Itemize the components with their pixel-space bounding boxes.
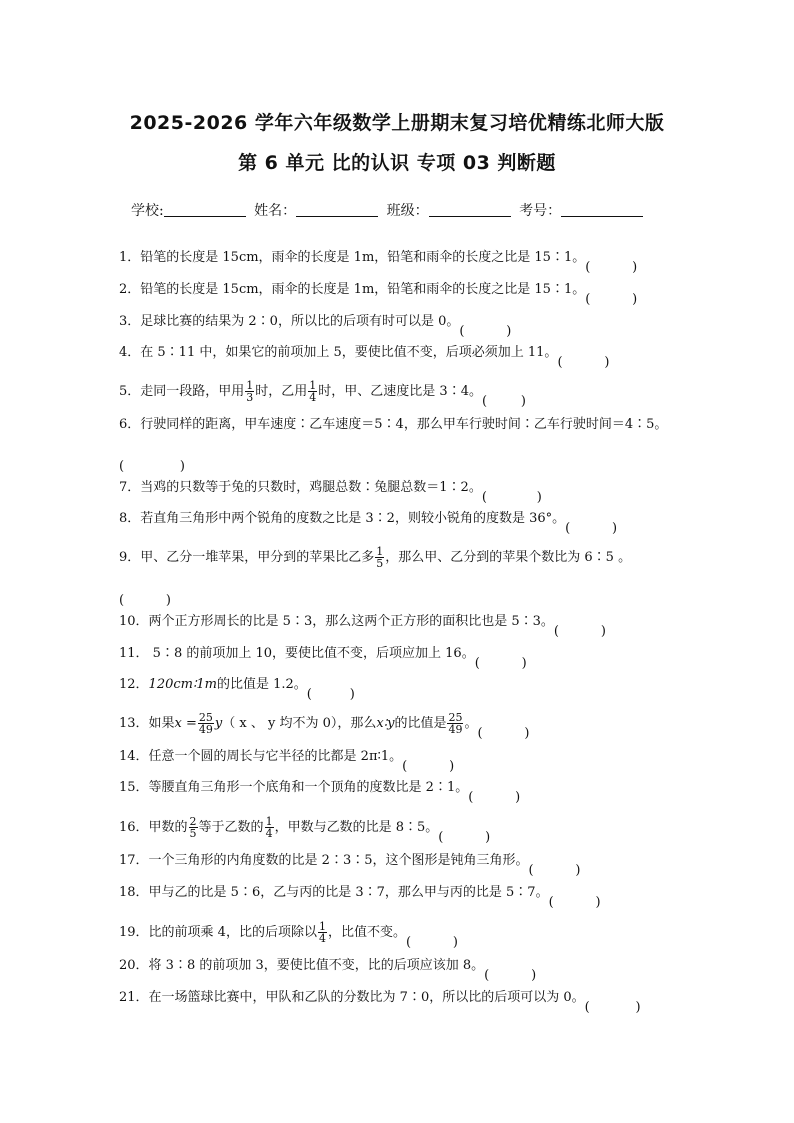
numerator: 1 — [318, 920, 326, 933]
question-9-answer — [119, 583, 171, 599]
denominator: 4 — [309, 391, 317, 404]
fraction — [245, 380, 254, 403]
exam-no-label: 考号： — [519, 203, 562, 219]
question-text: 9．甲、乙分一堆苹果，甲分到的苹果比乙多 — [119, 550, 375, 565]
numerator: 1 — [309, 379, 317, 392]
question-12 — [119, 677, 355, 693]
numerator: 25 — [198, 711, 213, 724]
math-expression: y — [214, 716, 223, 731]
question-text: 16．甲数的 — [119, 820, 188, 835]
question-text: 10．两个正方形周长的比是 5∶3，那么这两个正方形的面积比也是 5∶3。 — [119, 614, 554, 629]
question-text: 19．比的前项乘 4，比的后项除以 — [119, 925, 317, 940]
fraction — [318, 921, 327, 944]
question-4 — [119, 345, 609, 361]
question-text: 13．如果 — [119, 716, 175, 731]
question-text: 2．铅笔的长度是 15cm，雨伞的长度是 1m，铅笔和雨伞的长度之比是 15∶1。 — [119, 282, 586, 297]
student-info-row — [131, 200, 671, 220]
school-blank[interactable] — [164, 202, 246, 217]
question-1 — [119, 250, 637, 266]
fraction — [375, 546, 384, 569]
question-text: 11． 5∶8 的前项加上 10，要使比值不变，后项应加上 16。 — [119, 646, 475, 661]
denominator: 5 — [189, 827, 197, 840]
question-text: 8．若直角三角形中两个锐角的度数之比是 3∶2，则较小锐角的度数是 36°。 — [119, 511, 566, 526]
math-expression: 120cm∶1m — [148, 677, 217, 692]
school-label: 学校: — [131, 203, 164, 219]
question-15 — [119, 780, 520, 796]
question-text: 15．等腰直角三角形一个底角和一个顶角的度数比是 2∶1。 — [119, 780, 469, 795]
question-text: 3．足球比赛的结果为 2∶0，所以比的后项有时可以是 0。 — [119, 314, 460, 329]
question-13 — [119, 712, 529, 735]
question-5 — [119, 380, 526, 403]
question-text: 7．当鸡的只数等于兔的只数时，鸡腿总数∶兔腿总数＝1∶2。 — [119, 480, 482, 495]
question-8 — [119, 511, 617, 527]
fraction — [198, 712, 214, 735]
class-blank[interactable] — [429, 202, 511, 217]
question-text: 1．铅笔的长度是 15cm，雨伞的长度是 1m，铅笔和雨伞的长度之比是 15∶1。 — [119, 250, 586, 265]
question-17 — [119, 853, 581, 869]
question-text: 12． — [119, 677, 149, 692]
numerator: 25 — [448, 711, 463, 724]
question-11 — [119, 646, 527, 662]
numerator: 1 — [246, 379, 254, 392]
question-20 — [119, 958, 536, 974]
question-text: 14．任意一个圆的周长与它半径的比都是 2π∶1。 — [119, 749, 403, 764]
question-text: 18．甲与乙的比是 5∶6，乙与丙的比是 3∶7，那么甲与丙的比是 5∶7。 — [119, 885, 549, 900]
name-label: 姓名： — [254, 203, 297, 219]
question-text: ，那么甲、乙分到的苹果个数比为 6∶5 。 — [385, 550, 632, 565]
denominator: 4 — [318, 932, 326, 945]
question-text: 时，乙用 — [255, 384, 308, 399]
denominator: 5 — [376, 557, 384, 570]
fraction — [189, 816, 198, 839]
denominator: 4 — [265, 827, 273, 840]
class-label: 班级： — [386, 203, 429, 219]
question-9 — [119, 546, 631, 569]
question-text: 20．将 3∶8 的前项加 3，要使比值不变，比的后项应该加 8。 — [119, 958, 485, 973]
question-14 — [119, 749, 454, 765]
math-expression: x = — [174, 716, 197, 731]
exam-no-blank[interactable] — [561, 202, 643, 217]
question-text: （ x 、 y 均不为 0），那么 — [222, 716, 377, 731]
question-text: 21．在一场篮球比赛中，甲队和乙队的分数比为 7∶0，所以比的后项可以为 0。 — [119, 990, 585, 1005]
question-18 — [119, 885, 601, 901]
question-19 — [119, 921, 458, 944]
question-7 — [119, 480, 542, 496]
question-10 — [119, 614, 606, 630]
question-6-answer — [119, 449, 185, 465]
page-subtitle: 第 6 单元 比的认识 专项 03 判断题 — [238, 152, 556, 174]
question-21 — [119, 990, 641, 1006]
denominator: 3 — [246, 391, 254, 404]
question-text: 5．走同一段路，甲用 — [119, 384, 245, 399]
question-text: 6．行驶同样的距离，甲车速度∶乙车速度＝5∶4，那么甲车行驶时间∶乙车行驶时间＝4∶5。 — [119, 417, 668, 432]
question-text: 4．在 5∶11 中，如果它的前项加上 5，要使比值不变，后项必须加上 11。 — [119, 345, 558, 360]
question-text: 时，甲、乙速度比是 3∶4。 — [318, 384, 482, 399]
question-text: ，甲数与乙数的比是 8∶5。 — [274, 820, 439, 835]
fraction — [308, 380, 317, 403]
question-3 — [119, 314, 511, 330]
numerator: 2 — [189, 815, 197, 828]
question-2 — [119, 282, 637, 298]
question-text: 17．一个三角形的内角度数的比是 2∶3∶5，这个图形是钝角三角形。 — [119, 853, 529, 868]
question-text: ，比值不变。 — [327, 925, 406, 940]
denominator: 49 — [448, 723, 463, 736]
question-text: 等于乙数的 — [198, 820, 264, 835]
numerator: 1 — [265, 815, 273, 828]
name-blank[interactable] — [296, 202, 378, 217]
fraction — [265, 816, 274, 839]
math-expression: x∶y — [376, 716, 395, 731]
page-title: 2025-2026 学年六年级数学上册期末复习培优精练北师大版 — [129, 112, 665, 134]
question-text: 的比值是 1.2。 — [216, 677, 307, 692]
question-16 — [119, 816, 490, 839]
question-6 — [119, 417, 667, 433]
question-text: 。 — [464, 716, 478, 731]
fraction — [447, 712, 463, 735]
question-text: 的比值是 — [394, 716, 447, 731]
denominator: 49 — [198, 723, 213, 736]
numerator: 1 — [376, 545, 384, 558]
